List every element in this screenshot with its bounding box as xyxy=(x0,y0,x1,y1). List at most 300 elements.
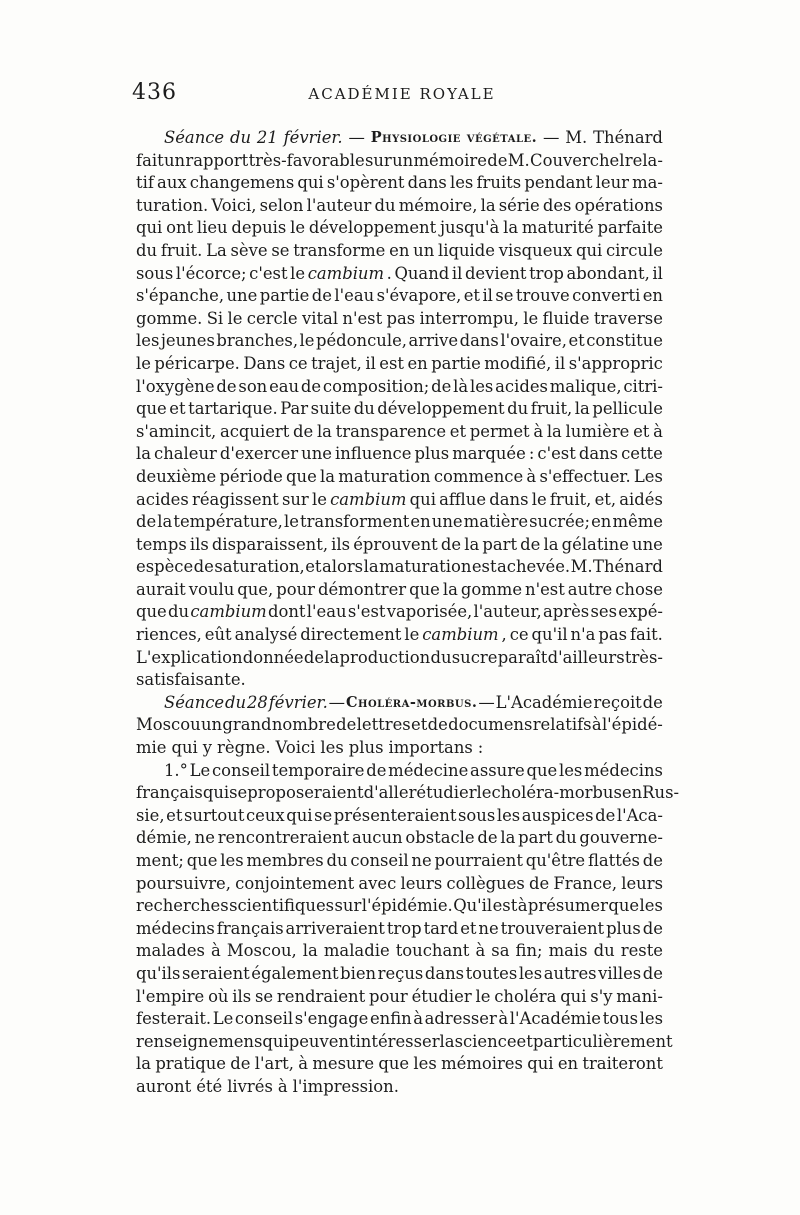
word: végétale. xyxy=(466,129,538,146)
word: du xyxy=(353,399,375,419)
word: sous xyxy=(136,263,174,283)
word: le xyxy=(523,308,539,328)
word: cambium xyxy=(307,263,385,283)
word: mani- xyxy=(616,986,663,1006)
text-line xyxy=(136,895,663,918)
text-line xyxy=(136,827,663,850)
word: abondant, xyxy=(566,263,650,283)
word: mie xyxy=(136,738,167,758)
word: qui xyxy=(297,173,324,193)
text-line xyxy=(136,330,663,353)
word: touchant xyxy=(395,941,470,961)
word: aux xyxy=(157,173,187,193)
word: se xyxy=(271,240,290,260)
word: expé- xyxy=(618,602,663,622)
word: il xyxy=(482,286,493,306)
word: aidés xyxy=(619,489,663,509)
word: ce xyxy=(288,353,308,373)
word: recherches xyxy=(136,896,229,916)
word: ils xyxy=(189,534,209,554)
word: de xyxy=(642,918,663,938)
word: là xyxy=(453,376,469,396)
word: Voici, xyxy=(211,195,257,215)
word: paraît xyxy=(497,647,548,667)
word: les xyxy=(413,1054,437,1074)
word: eau xyxy=(269,376,300,396)
word: d'exercer xyxy=(219,444,299,464)
word: pas xyxy=(598,625,628,645)
word: Moscou, xyxy=(226,941,297,961)
word: dans xyxy=(459,331,499,351)
word: ma- xyxy=(632,173,663,193)
word: vaporisée, xyxy=(386,602,473,622)
word: fait xyxy=(136,150,164,170)
word: analysé xyxy=(234,625,298,645)
word: acquiert xyxy=(219,421,290,441)
word: le xyxy=(475,986,491,1006)
word: obstacle xyxy=(405,828,475,848)
word: mesure xyxy=(312,1054,375,1074)
body-text xyxy=(136,127,680,1099)
text-line xyxy=(136,398,663,421)
word: fait. xyxy=(629,625,663,645)
word: le xyxy=(531,489,547,509)
word: la xyxy=(480,195,496,215)
word: gélatine xyxy=(561,534,629,554)
word: d'aller xyxy=(363,783,417,803)
text-line xyxy=(136,1031,673,1054)
word: . xyxy=(386,263,392,283)
word: les xyxy=(469,376,494,396)
word: sève xyxy=(230,240,268,260)
word: vital xyxy=(301,308,339,328)
word: production xyxy=(339,647,431,667)
word: un xyxy=(163,150,186,170)
word: les xyxy=(136,331,160,351)
word: lettres xyxy=(356,715,411,735)
word: à xyxy=(653,421,663,441)
word: et xyxy=(516,1031,533,1051)
word: suite xyxy=(310,399,352,419)
word: la xyxy=(464,534,480,554)
word: La xyxy=(206,240,227,260)
word: chose xyxy=(615,579,663,599)
word: à xyxy=(277,1076,288,1096)
word: y xyxy=(202,738,213,758)
word: les xyxy=(558,760,583,780)
word: dans xyxy=(489,489,529,509)
word: depuis xyxy=(231,218,287,238)
word: flattés xyxy=(587,851,640,870)
word: règne. xyxy=(217,738,271,758)
word: visqueux xyxy=(498,240,573,260)
word: les xyxy=(449,173,474,193)
word: du xyxy=(229,128,252,147)
word: marquée xyxy=(452,444,526,464)
word: que, xyxy=(237,579,274,599)
word: saturation, xyxy=(214,557,305,577)
text-line xyxy=(136,443,663,466)
word: plus xyxy=(348,738,384,758)
word: , xyxy=(501,625,507,645)
word: et xyxy=(411,715,428,735)
word: l'eau xyxy=(306,602,347,622)
text-line xyxy=(136,150,663,173)
word: renseignemens xyxy=(136,1031,263,1051)
word: changemens xyxy=(189,173,295,193)
word: l'ovaire, xyxy=(500,331,567,351)
word: se xyxy=(314,805,333,825)
word: proposeraient xyxy=(247,783,364,803)
word: France, xyxy=(553,873,618,893)
word: et xyxy=(169,399,186,419)
word: cambium xyxy=(330,489,407,509)
word: bien xyxy=(340,963,377,983)
word: l'écorce; xyxy=(175,263,247,283)
word: le xyxy=(136,353,151,373)
text-line xyxy=(136,308,663,331)
word: est xyxy=(379,353,404,373)
word: autre xyxy=(567,579,613,599)
word: choléra-morbus xyxy=(491,783,622,803)
word: cambium xyxy=(190,602,267,622)
word: l'épidémie. xyxy=(361,896,453,916)
word: Quand xyxy=(394,263,450,283)
text-line xyxy=(136,805,663,828)
word: qui xyxy=(409,489,436,509)
word: tartarique. xyxy=(188,399,278,419)
word: français xyxy=(216,918,284,938)
word: alors xyxy=(321,557,364,577)
word: en xyxy=(407,353,428,373)
word: fruit, xyxy=(530,399,573,419)
word: le xyxy=(311,489,327,509)
word: une xyxy=(431,512,463,532)
word: s'évapore, xyxy=(376,286,462,306)
word: après xyxy=(542,602,590,622)
word: développement xyxy=(308,218,437,238)
word: la xyxy=(136,444,152,464)
word: les xyxy=(639,896,663,916)
word: éprouvent xyxy=(353,534,438,554)
text-line xyxy=(136,782,680,805)
word: conseil xyxy=(350,851,409,870)
word: — xyxy=(543,128,560,147)
word: la xyxy=(442,579,458,599)
word: aurait xyxy=(136,579,186,599)
word: trop xyxy=(386,918,422,938)
word: médecins xyxy=(584,760,663,780)
word: assure xyxy=(470,760,525,780)
text-line xyxy=(136,556,663,579)
word: les xyxy=(639,1009,663,1029)
word: leur xyxy=(595,173,629,193)
word: trouveraient xyxy=(500,918,605,938)
word: à xyxy=(413,1009,424,1029)
word: fruits xyxy=(476,173,522,193)
word: la xyxy=(157,512,173,532)
word: du xyxy=(326,851,348,870)
word: enfin xyxy=(369,1009,412,1029)
word: n'est xyxy=(525,579,565,599)
word: une xyxy=(632,534,663,554)
word: en xyxy=(410,512,431,532)
word: les xyxy=(220,851,244,870)
word: n'a xyxy=(570,625,596,645)
word: fruit. xyxy=(160,240,203,260)
word: pas xyxy=(386,308,416,328)
word: la xyxy=(136,1054,152,1074)
word: été xyxy=(196,1076,223,1096)
word: gomme. xyxy=(136,308,203,328)
word: la xyxy=(503,218,519,238)
word: traiteront xyxy=(582,1054,663,1074)
word: médecins xyxy=(136,918,215,938)
word: des xyxy=(542,195,572,215)
word: seraient xyxy=(181,963,250,983)
word: qui xyxy=(527,1054,554,1074)
word: n'est xyxy=(342,308,383,328)
word: série xyxy=(498,195,540,215)
word: M. xyxy=(565,128,588,147)
word: de xyxy=(427,715,448,735)
word: de xyxy=(311,286,332,306)
word: Séance xyxy=(164,692,225,712)
word: Couverchel xyxy=(530,150,625,170)
word: du xyxy=(507,399,529,419)
word: toutes xyxy=(465,963,518,983)
word: arriveraient xyxy=(285,918,385,938)
word: de xyxy=(520,534,541,554)
word: également xyxy=(251,963,339,983)
word: la xyxy=(500,828,516,848)
word: pédoncule, xyxy=(315,331,407,351)
word: que xyxy=(608,896,640,916)
word: c'est xyxy=(249,263,288,283)
word: que xyxy=(136,399,167,419)
word: de xyxy=(477,828,498,848)
word: malades xyxy=(136,941,205,961)
text-line xyxy=(136,285,663,308)
text-line xyxy=(136,918,663,941)
word: qui xyxy=(202,783,230,803)
word: disparaissent, xyxy=(211,534,329,554)
word: la xyxy=(324,647,340,667)
word: mémoire, xyxy=(398,195,478,215)
word: ses xyxy=(590,602,618,622)
text-line xyxy=(136,1076,663,1099)
word: à xyxy=(533,421,544,441)
word: ils xyxy=(331,534,351,554)
word: sur xyxy=(281,489,309,509)
word: un xyxy=(413,240,435,260)
word: l'auteur xyxy=(306,195,372,215)
word: partie xyxy=(431,353,481,373)
word: rela- xyxy=(624,150,663,170)
word: nombre xyxy=(271,715,336,735)
word: partie xyxy=(259,286,310,306)
text-line xyxy=(136,873,663,896)
word: de xyxy=(642,963,663,983)
word: eût xyxy=(204,625,232,645)
word: Les xyxy=(633,466,663,486)
word: d'ailleurs xyxy=(547,647,625,667)
word: même xyxy=(612,512,663,532)
word: les xyxy=(320,738,344,758)
word: sur xyxy=(334,896,362,916)
word: part xyxy=(518,828,553,848)
word: en xyxy=(591,512,612,532)
word: très-favorable xyxy=(248,150,365,170)
word: Dans xyxy=(243,353,286,373)
word: de xyxy=(487,150,508,170)
word: villes xyxy=(598,963,642,983)
word: l'auteur, xyxy=(473,602,542,622)
word: la xyxy=(439,1031,455,1051)
word: de xyxy=(216,376,237,396)
word: mais xyxy=(548,941,588,961)
text-line xyxy=(136,466,663,489)
word: gomme xyxy=(460,579,523,599)
word: maladie xyxy=(323,941,390,961)
word: voulu xyxy=(188,579,235,599)
word: Le xyxy=(189,760,211,780)
word: qui xyxy=(575,240,603,260)
word: et xyxy=(568,331,585,351)
word: ceux xyxy=(245,805,285,825)
word: son xyxy=(238,376,268,396)
word: de xyxy=(230,1054,251,1074)
text-line xyxy=(136,601,663,624)
word: s'engage xyxy=(294,1009,369,1029)
word: espèce xyxy=(136,557,194,577)
word: à xyxy=(498,1009,509,1029)
word: converti xyxy=(572,286,641,306)
word: à xyxy=(475,941,486,961)
word: temporaire xyxy=(271,760,365,780)
word: intéresser xyxy=(355,1031,440,1051)
word: médecine xyxy=(388,760,469,780)
word: parfaite xyxy=(597,218,663,238)
word: démie, xyxy=(136,828,192,848)
word: devient xyxy=(464,263,527,283)
word: mémoire xyxy=(413,150,487,170)
word: sie, xyxy=(136,805,165,825)
text-line xyxy=(136,195,663,218)
word: la xyxy=(543,534,559,554)
word: scientifiques xyxy=(229,896,335,916)
word: et xyxy=(305,557,322,577)
word: — xyxy=(348,128,365,147)
word: permet xyxy=(469,421,530,441)
word: sur xyxy=(364,150,392,170)
word: achevée. xyxy=(497,557,571,577)
word: Voici xyxy=(275,738,316,758)
text-line xyxy=(136,127,663,150)
word: lieu xyxy=(196,218,228,238)
word: transforme xyxy=(293,240,386,260)
word: qu'il xyxy=(531,625,568,645)
word: pour xyxy=(369,986,408,1006)
word: sa xyxy=(491,941,510,961)
word: livrés xyxy=(227,1076,273,1096)
word: se xyxy=(255,986,274,1006)
word: adresser xyxy=(424,1009,497,1029)
word: qui xyxy=(286,805,313,825)
word: maturation xyxy=(338,466,431,486)
word: de xyxy=(529,873,550,893)
word: cette xyxy=(621,444,663,464)
word: Si xyxy=(206,308,224,328)
word: les xyxy=(496,805,521,825)
word: choléra xyxy=(494,986,557,1006)
text-line xyxy=(136,647,663,670)
word: commence xyxy=(433,466,524,486)
word: membres xyxy=(246,851,324,870)
word: l'oxygène xyxy=(136,376,215,396)
text-line xyxy=(136,760,663,783)
word: influence xyxy=(335,444,412,464)
word: il xyxy=(365,353,376,373)
word: reçus xyxy=(377,963,424,983)
word: de xyxy=(336,715,357,735)
word: Séance xyxy=(164,128,225,147)
word: interrompu, xyxy=(419,308,519,328)
word: plus xyxy=(414,444,450,464)
word: étudier xyxy=(411,986,472,1006)
word: de xyxy=(136,512,157,532)
word: à xyxy=(591,715,602,735)
word: autres xyxy=(543,963,597,983)
word: Thénard xyxy=(593,557,663,577)
word: jusqu'à xyxy=(439,218,500,238)
text-line xyxy=(136,624,663,647)
word: de xyxy=(193,557,214,577)
word: tous xyxy=(602,1009,639,1029)
text-line xyxy=(136,1053,663,1076)
word: que xyxy=(136,602,167,622)
word: le xyxy=(290,263,306,283)
word: où xyxy=(208,986,229,1006)
word: qui xyxy=(560,986,587,1006)
word: un xyxy=(392,150,414,170)
word: rapport xyxy=(185,150,249,170)
word: sous xyxy=(458,805,496,825)
word: s'épanche, xyxy=(136,286,225,306)
word: ne xyxy=(194,828,215,848)
word: 1.° xyxy=(164,760,188,780)
word: l'empire xyxy=(136,986,205,1006)
word: de xyxy=(293,421,314,441)
word: pratique xyxy=(155,1054,226,1074)
word: c'est xyxy=(537,444,576,464)
word: dans xyxy=(578,444,619,464)
word: de xyxy=(642,851,663,870)
word: mémoires xyxy=(441,1054,523,1074)
word: et xyxy=(460,918,477,938)
word: donnée xyxy=(242,647,304,667)
word: s'amincit, xyxy=(136,421,217,441)
word: du xyxy=(430,647,452,667)
word: liquide xyxy=(438,240,495,260)
word: jeunes xyxy=(160,331,215,351)
word: ne xyxy=(411,851,432,870)
text-line xyxy=(136,737,663,760)
word: maturité xyxy=(521,218,594,238)
word: en xyxy=(621,783,643,803)
word: réagissent xyxy=(192,489,279,509)
word: Rus- xyxy=(642,783,680,803)
